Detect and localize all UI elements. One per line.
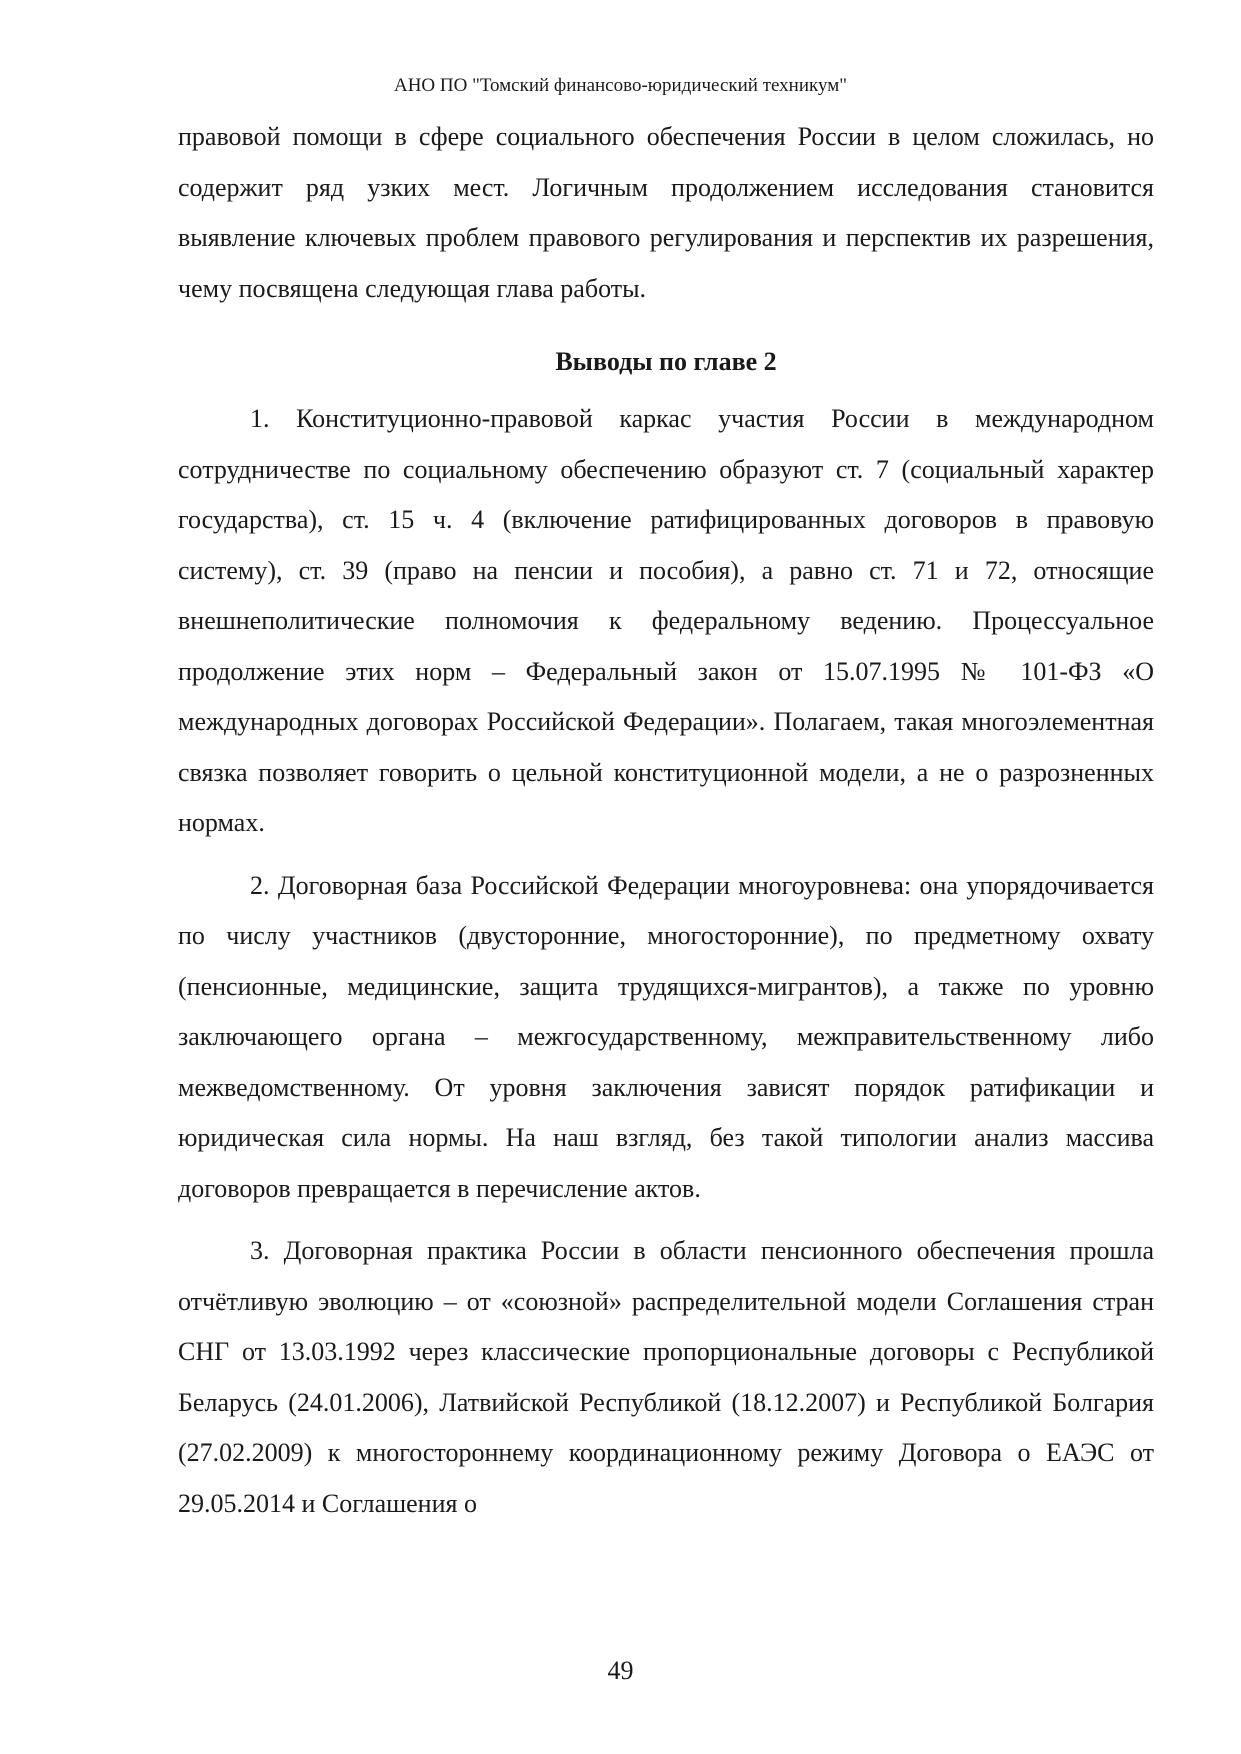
section-title: Выводы по главе 2 (555, 347, 777, 376)
page-body (178, 112, 1154, 1529)
conclusion-paragraph-3: 3. Договорная практика России в области пенсионного обеспечения прошла отчётливую эволюцию – от «союзной» распределительной модели Соглашения стран СНГ от 13.03.1992 через классические пропорциональные договоры с Республикой Беларусь (24.01.2006), Латвийской Республикой (18.12.2007) и Республикой Болгария (27.02.2009) к многостороннему координационному режиму Договора о ЕАЭС от 29.05.2014 и Соглашения о (178, 1236, 1154, 1518)
conclusion-paragraph-2: 2. Договорная база Российской Федерации многоуровнева: она упорядочивается по числу участников (двусторонние, многосторонние), по предметному охвату (пенсионные, медицинские, защита трудящихся-мигрантов), а также по уровню заключающего органа – межгосударственному, межправительственному либо межведомственному. От уровня заключения зависят порядок ратификации и юридическая сила нормы. На наш взгляд, без такой типологии анализ массива договоров превращается в перечисление актов. (178, 870, 1154, 1203)
conclusion-paragraph-1: 1. Конституционно-правовой каркас участия России в международном сотрудничестве по социальному обеспечению образуют ст. 7 (социальный характер государства), ст. 15 ч. 4 (включение ратифицированных договоров в правовую систему), ст. 39 (право на пенсии и пособия), а равно ст. 71 и 72, относящие внешнеполитические полномочия к федеральному ведению. Процессуальное продолжение этих норм – Федеральный закон от 15.07.1995 № 101-ФЗ «О международных договорах Российской Федерации». Полагаем, такая многоэлементная связка позволяет говорить о цельной конституционной модели, а не о разрозненных нормах. (178, 404, 1154, 837)
running-header: АНО ПО "Томский финансово-юридический техникум" (393, 75, 848, 96)
continuation-paragraph: правовой помощи в сфере социального обеспечения России в целом сложилась, но содержит ряд узких мест. Логичным продолжением исследования становится выявление ключевых проблем правового регулирования и перспектив их разрешения, чему посвящена следующая глава работы. (178, 122, 1154, 303)
page-number: 49 (607, 1656, 634, 1685)
